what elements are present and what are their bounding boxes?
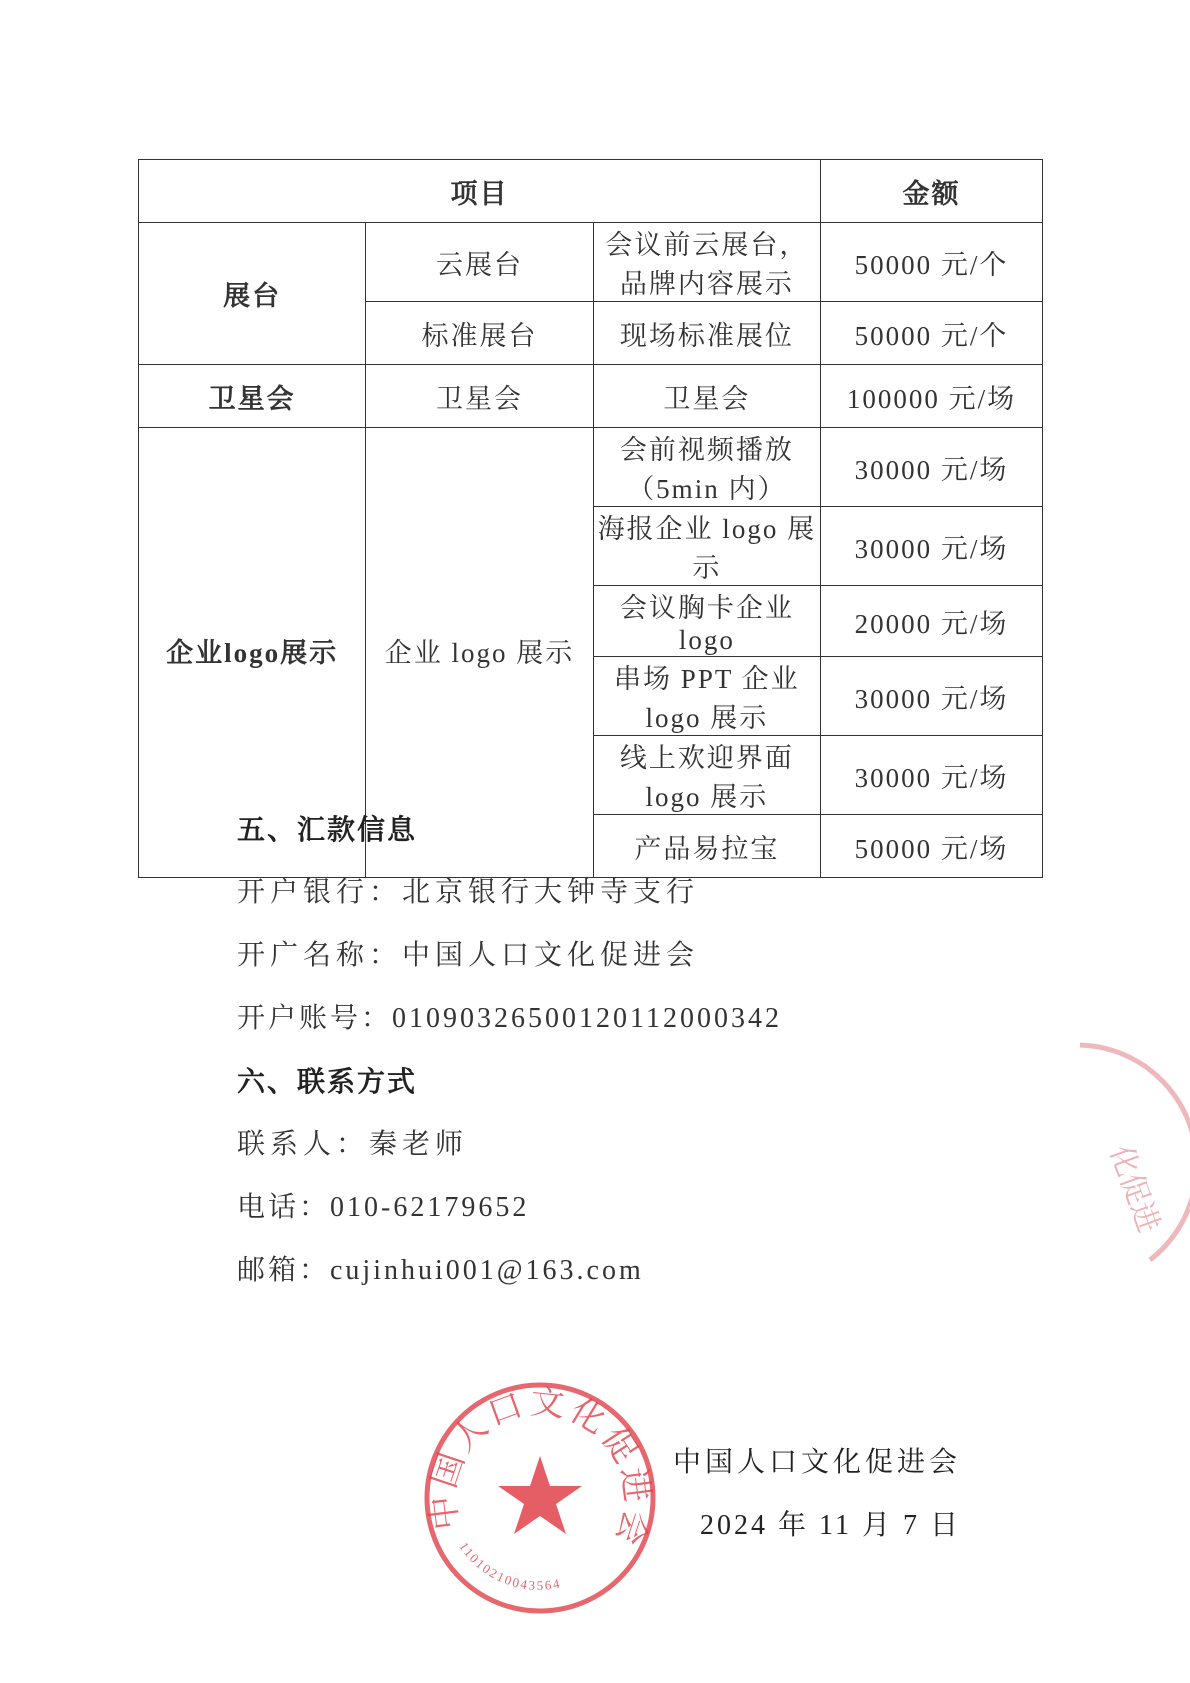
stamp-star-icon <box>498 1456 582 1534</box>
payment-heading: 五、汇款信息 <box>237 813 418 846</box>
account-name-line: 开广名称：中国人口文化促进会 <box>237 940 700 971</box>
bank-line: 开户银行：北京银行大钟寺支行 <box>237 877 700 908</box>
table-header-row <box>139 160 1043 223</box>
header-amount: 金额 <box>821 160 1043 223</box>
amount-cell: 20000 元/场 <box>821 586 1043 657</box>
account-number-line: 开户账号：01090326500120112000342 <box>237 1003 782 1034</box>
desc-cell: 串场 PPT 企业 logo 展示 <box>593 657 820 736</box>
partial-seal-stamp <box>1060 1030 1190 1270</box>
phone-line: 电话：010-62179652 <box>237 1192 530 1223</box>
desc-cell: 卫星会 <box>593 365 820 428</box>
table-row <box>139 365 1043 428</box>
signature-date: 2024 年 11 月 7 日 <box>700 1510 961 1541</box>
amount-cell: 100000 元/场 <box>821 365 1043 428</box>
desc-cell: 产品易拉宝 <box>593 815 820 878</box>
stamp-number: 1101021004356​4 <box>456 1539 563 1593</box>
header-item: 项目 <box>139 160 821 223</box>
amount-cell: 30000 元/场 <box>821 657 1043 736</box>
desc-cell: 会前视频播放（5min 内） <box>593 428 820 507</box>
info-section <box>237 808 782 1312</box>
email-line: 邮箱：cujinhui001@163.com <box>237 1255 644 1286</box>
pricing-table <box>138 159 1043 878</box>
stamp-text: 中国人口文化促进会 <box>424 1383 656 1553</box>
sub-cell: 卫星会 <box>366 365 593 428</box>
signature-org: 中国人口文化促进会 <box>673 1447 962 1478</box>
desc-cell: 现场标准展位 <box>593 302 820 365</box>
desc-cell: 会议前云展台，品牌内容展示 <box>593 223 820 302</box>
table-row <box>139 428 1043 507</box>
desc-cell: 线上欢迎界面 logo 展示 <box>593 736 820 815</box>
category-cell: 卫星会 <box>139 365 366 428</box>
amount-cell: 30000 元/场 <box>821 736 1043 815</box>
desc-cell: 海报企业 logo 展示 <box>593 507 820 586</box>
official-seal-stamp <box>420 1378 660 1618</box>
sub-cell: 云展台 <box>366 223 593 302</box>
amount-cell: 30000 元/场 <box>821 428 1043 507</box>
sub-cell: 标准展台 <box>366 302 593 365</box>
category-cell: 展台 <box>139 223 366 365</box>
amount-cell: 50000 元/场 <box>821 815 1043 878</box>
desc-cell: 会议胸卡企业 logo <box>593 586 820 657</box>
table-row <box>139 223 1043 302</box>
amount-cell: 30000 元/场 <box>821 507 1043 586</box>
partial-stamp-text: 化促进 <box>1103 1141 1166 1237</box>
contact-person-line: 联系人：秦老师 <box>237 1129 469 1160</box>
contact-heading: 六、联系方式 <box>237 1065 418 1098</box>
amount-cell: 50000 元/个 <box>821 302 1043 365</box>
sub-cell: 企业 logo 展示 <box>366 428 593 878</box>
category-cell: 企业logo展示 <box>139 428 366 878</box>
amount-cell: 50000 元/个 <box>821 223 1043 302</box>
